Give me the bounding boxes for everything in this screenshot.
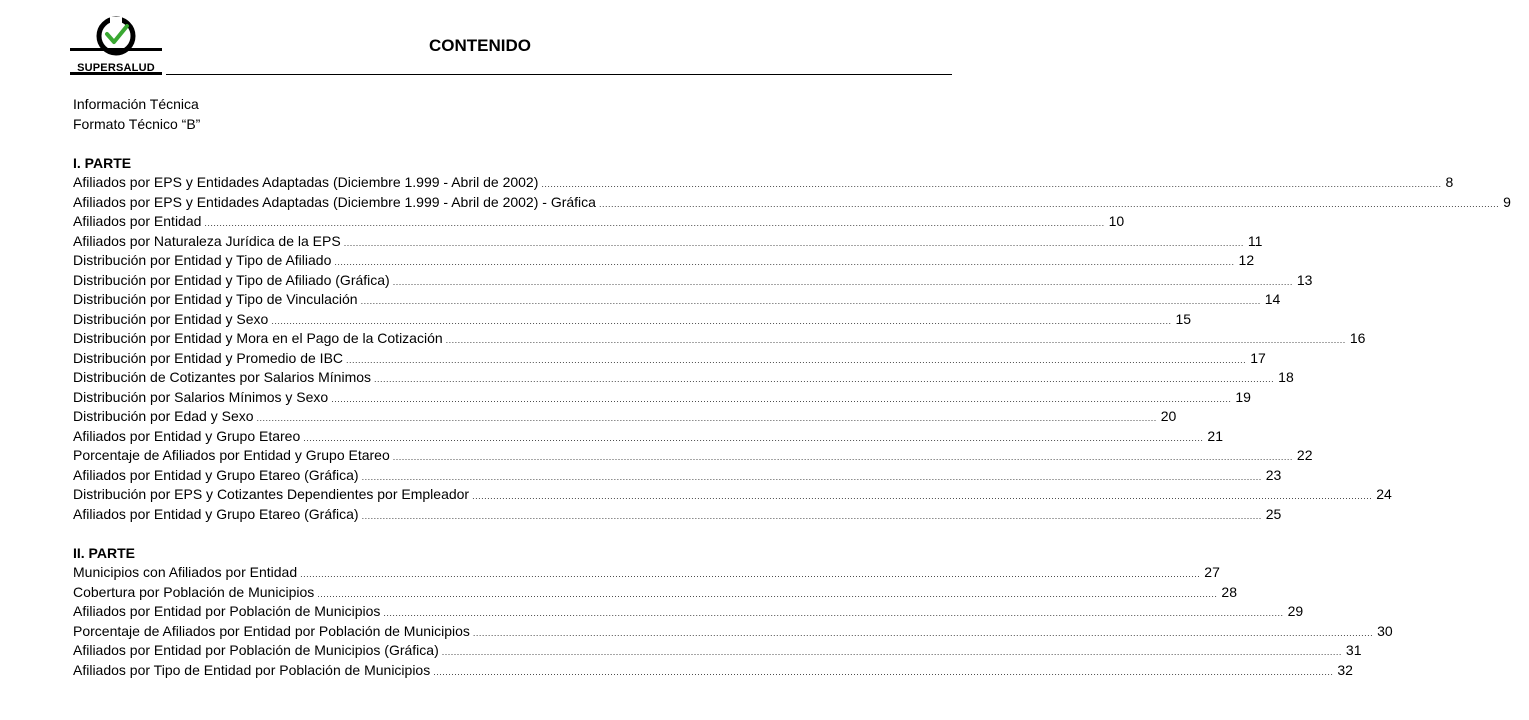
toc-entry-label: Distribución por Entidad y Mora en el Pago de la Cotización [73,330,443,346]
toc-entry [73,466,1282,486]
toc-entry [73,271,1313,291]
toc-entry-page: 8 [1445,174,1454,190]
toc-entry-label: Distribución por Entidad y Sexo [73,310,269,327]
toc-entry-page: 29 [1287,603,1304,619]
toc-entry [73,563,1220,583]
toc-entry [73,368,1294,388]
logo-text: SUPERSALUD [77,62,155,74]
toc-entry [73,173,1454,193]
toc-entry-label: Porcentaje de Afiliados por Entidad por Población de Municipios [73,622,470,639]
toc-entry [73,427,1223,447]
dot-leader: ............................................................................................................................................................................................................................................................................................................ [472,627,1374,638]
dot-leader: ............................................................................................................................................................................................................................................................................................................ [271,315,1172,326]
toc-entry-page: 15 [1175,310,1192,327]
toc-entry-page: 25 [1265,505,1282,522]
toc-entry-label: Afiliados por EPS y Entidades Adaptadas (Diciembre 1.999 - Abril de 2002) [73,174,539,190]
toc-entry-page: 19 [1235,388,1251,405]
toc-entry-label: Distribución por Entidad y Promedio de IBC [73,349,344,366]
toc-entry [73,310,1192,330]
dot-leader: ............................................................................................................................................................................................................................................................................................................ [204,218,1105,228]
dot-leader: ............................................................................................................................................................................................................................................................................................................ [256,413,1157,423]
toc-entry-page: 27 [1204,564,1220,580]
dot-leader: ............................................................................................................................................................................................................................................................................................................ [317,588,1218,599]
dot-leader: ............................................................................................................................................................................................................................................................................................................ [441,647,1342,657]
toc-entry-label: Municipios con Afiliados por Entidad [73,564,298,580]
toc-entry-label: Afiliados por Entidad por Población de Municipios (Gráfica) [73,642,439,658]
toc-entry [73,641,1362,661]
toc-entry-page: 11 [1247,232,1263,249]
title-divider [166,74,952,75]
toc-entry-page: 32 [1337,661,1353,678]
toc-entry-page: 30 [1377,622,1393,639]
toc-entry-page: 18 [1278,369,1294,385]
dot-leader: ............................................................................................................................................................................................................................................................................................................ [346,354,1247,365]
toc-entry [73,583,1237,603]
dot-leader: ............................................................................................................................................................................................................................................................................................................ [392,276,1293,287]
toc-entry [73,505,1282,525]
toc-entry-page: 23 [1265,466,1282,483]
toc-entry-label: Afiliados por Entidad y Grupo Etareo [73,427,301,444]
toc-entry-page: 9 [1503,193,1511,210]
intro-line: Formato Técnico “B” [73,115,201,132]
toc-entry-page: 10 [1108,213,1125,229]
toc-entry-label: Distribución por EPS y Cotizantes Dependientes por Empleador [73,486,470,502]
toc-entry [73,446,1313,466]
toc-entry-label: Afiliados por Entidad [73,213,202,229]
dot-leader: ............................................................................................................................................................................................................................................................................................................ [303,432,1204,443]
toc-entry [73,193,1511,213]
toc-entry-label: Afiliados por Tipo de Entidad por Población de Municipios [73,661,431,678]
toc-entry-page: 14 [1264,291,1281,307]
toc-entry [73,622,1393,642]
toc-entry [73,388,1251,408]
toc-entry-label: Distribución por Entidad y Tipo de Afiliado [73,252,332,268]
toc-entry [73,212,1125,232]
toc-entry-page: 22 [1296,447,1313,463]
toc-entry-label: Distribución por Salarios Mínimos y Sexo [73,388,329,405]
toc-entry-page: 31 [1345,642,1362,658]
toc-entry-label: Distribución por Edad y Sexo [73,408,254,424]
toc-entry-label: Afiliados por EPS y Entidades Adaptadas (Diciembre 1.999 - Abril de 2002) - Gráfica [73,193,596,210]
toc-entry-label: Cobertura por Población de Municipios [73,583,315,600]
page-title: CONTENIDO [429,36,531,55]
toc-entry [73,661,1353,681]
toc-entry-label: Afiliados por Naturaleza Jurídica de la EPS [73,232,341,249]
intro-line: Información Técnica [73,96,199,112]
toc-entry [73,251,1255,271]
toc-entry [73,349,1266,369]
toc-entry [73,232,1263,252]
dot-leader: ............................................................................................................................................................................................................................................................................................................ [361,510,1262,521]
dot-leader: ............................................................................................................................................................................................................................................................................................................ [343,237,1244,248]
toc-entry-page: 20 [1160,408,1177,424]
toc-entry [73,407,1177,427]
toc-entry-label: Distribución por Entidad y Tipo de Vinculación [73,291,358,307]
toc-entry-label: Afiliados por Entidad y Grupo Etareo (Gráfica) [73,466,359,483]
toc-entry-label: Porcentaje de Afiliados por Entidad y Grupo Etareo [73,447,390,463]
dot-leader: ............................................................................................................................................................................................................................................................................................................ [331,393,1232,404]
part-heading: I. PARTE [73,154,132,171]
part-one-entries [73,173,1511,524]
toc-entry-page: 12 [1238,252,1255,268]
toc-entry [73,602,1304,622]
dot-leader: ............................................................................................................................................................................................................................................................................................................ [374,374,1275,384]
toc-entry-label: Distribución de Cotizantes por Salarios Mínimos [73,369,372,385]
toc-entry [73,329,1366,349]
dot-leader: ............................................................................................................................................................................................................................................................................................................ [433,666,1334,677]
part-heading: II. PARTE [73,544,135,561]
table-of-contents [73,95,1511,680]
toc-entry-page: 13 [1296,271,1313,288]
dot-leader: ............................................................................................................................................................................................................................................................................................................ [472,491,1373,501]
dot-leader: ............................................................................................................................................................................................................................................................................................................ [392,452,1293,462]
dot-leader: ............................................................................................................................................................................................................................................................................................................ [383,608,1284,618]
toc-entry [73,290,1281,310]
dot-leader: ............................................................................................................................................................................................................................................................................................................ [361,471,1262,482]
toc-entry-page: 28 [1221,583,1237,600]
dot-leader: ............................................................................................................................................................................................................................................................................................................ [445,335,1346,345]
toc-entry-page: 16 [1349,330,1366,346]
toc-entry-label: Afiliados por Entidad por Población de Municipios [73,603,381,619]
toc-entry [73,485,1392,505]
toc-entry-label: Afiliados por Entidad y Grupo Etareo (Gráfica) [73,505,359,522]
toc-entry-page: 17 [1250,349,1266,366]
toc-entry-page: 21 [1207,427,1223,444]
part-two-entries [73,563,1393,680]
dot-leader: ............................................................................................................................................................................................................................................................................................................ [334,257,1235,267]
dot-leader: ............................................................................................................................................................................................................................................................................................................ [360,296,1261,306]
dot-leader: ............................................................................................................................................................................................................................................................................................................ [300,569,1201,579]
dot-leader: ............................................................................................................................................................................................................................................................................................................ [598,198,1500,209]
toc-entry-label: Distribución por Entidad y Tipo de Afiliado (Gráfica) [73,271,390,288]
dot-leader: ............................................................................................................................................................................................................................................................................................................ [541,179,1442,189]
toc-entry-page: 24 [1376,486,1392,502]
